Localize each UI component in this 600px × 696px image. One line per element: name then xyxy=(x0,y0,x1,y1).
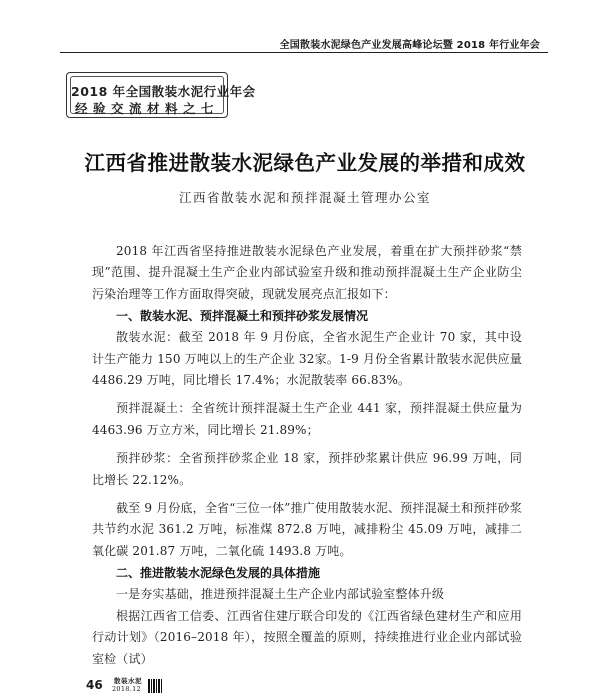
paragraph-bulk-cement: 散装水泥：截至 2018 年 9 月份底，全省水泥生产企业计 70 家，其中设计生产能力 150 万吨以上的生产企业 32家。1-9 月份全省累计散装水泥供应量 4486.29 万吨，同比增长 17.4%；水泥散装率 66.83%。 xyxy=(92,330,522,388)
section-heading-1: 一、散装水泥、预拌混凝土和预拌砂浆发展情况 xyxy=(116,309,369,324)
article-body xyxy=(92,241,522,670)
paragraph-ready-mix-mortar: 预拌砂浆：全省预拌砂浆企业 18 家，预拌砂浆累计供应 96.99 万吨，同比增长 22.12%。 xyxy=(92,451,522,487)
issue-date: 2018.12 xyxy=(112,685,141,693)
article-title: 江西省推进散装水泥绿色产业发展的举措和成效 xyxy=(84,151,526,175)
magazine-name: 散装水泥 xyxy=(114,677,142,685)
series-label-inner-frame xyxy=(70,76,256,116)
article-author: 江西省散装水泥和预拌混凝土管理办公室 xyxy=(178,190,431,205)
barcode-icon xyxy=(148,679,162,693)
series-label-line-2: 经验交流材料之七 xyxy=(74,101,219,116)
subheading-1: 一是夯实基础，推进预拌混凝土生产企业内部试验室整体升级 xyxy=(116,587,445,602)
running-head: 全国散装水泥绿色产业发展高峰论坛暨 2018 年行业年会 xyxy=(279,40,540,51)
page-footer xyxy=(86,678,286,694)
section-heading-2: 二、推进散装水泥绿色发展的具体措施 xyxy=(116,566,321,581)
paragraph-action-plan: 根据江西省工信委、江西省住建厅联合印发的《江西省绿色建材生产和应用行动计划》（2016–2018 年），按照全覆盖的原则，持续推进行业企业内部试验室检（试） xyxy=(92,608,522,666)
header-rule xyxy=(60,52,548,53)
paragraph-ready-mix-concrete: 预拌混凝土：全省统计预拌混凝土生产企业 441 家，预拌混凝土供应量为 4463.96 万立方米，同比增长 21.89%； xyxy=(92,401,522,437)
series-label-box xyxy=(66,72,256,118)
paragraph-savings: 截至 9 月份底，全省“三位一体”推广使用散装水泥、预拌混凝土和预拌砂浆共节约水泥 361.2 万吨，标准煤 872.8 万吨，减排粉尘 45.09 万吨，减排二氧化碳 201.87 万吨，二氧化硫 1493.8 万吨。 xyxy=(92,501,522,558)
page-number: 46 xyxy=(86,678,103,692)
series-label-line-1: 2018 年全国散装水泥行业年会 xyxy=(71,84,256,99)
intro-paragraph: 2018 年江西省坚持推进散装水泥绿色产业发展，着重在扩大预拌砂浆“禁现”范围、提升混凝土生产企业内部试验室升级和推动预拌混凝土生产企业防尘污染治理等工作方面取得突破，现就发展亮点汇报如下： xyxy=(92,244,522,301)
